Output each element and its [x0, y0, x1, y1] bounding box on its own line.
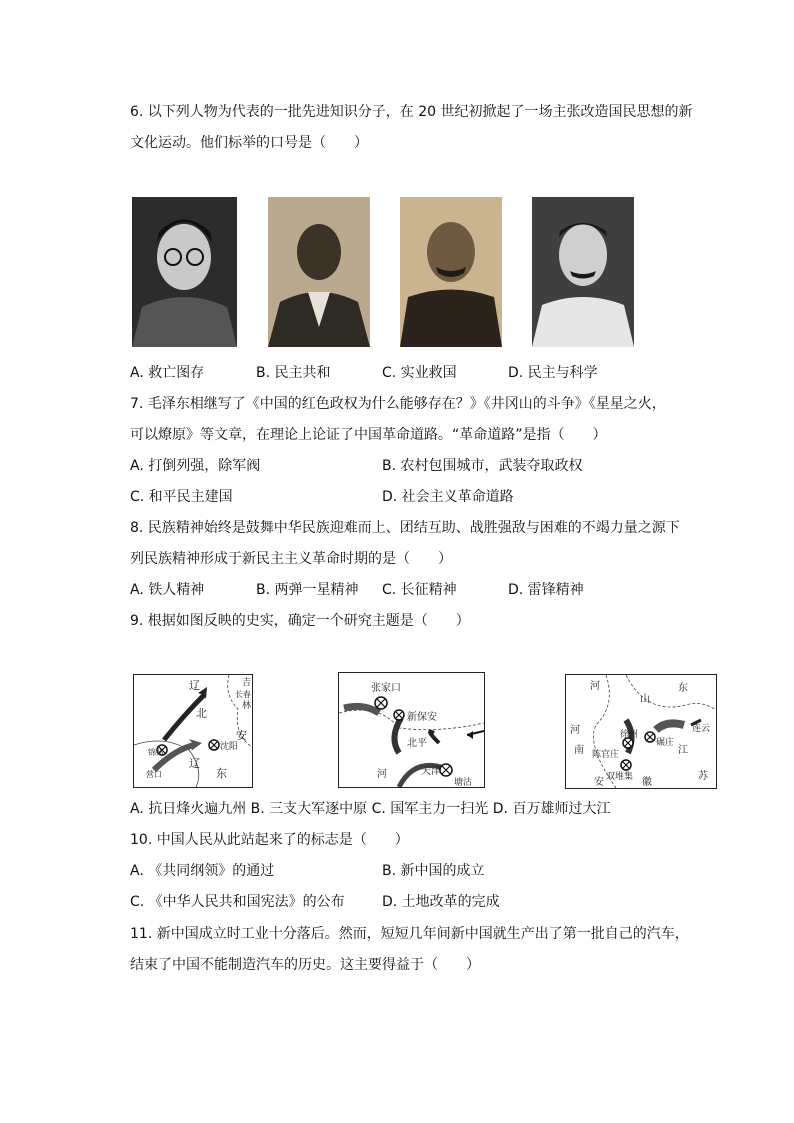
map3-label-5: 南 — [574, 745, 584, 756]
map2-label-2: 新保安 — [407, 712, 437, 723]
map3-label-13: 徽 — [642, 777, 652, 788]
map1-label-7: 沈阳 — [220, 741, 239, 751]
map1-label-11: 东 — [216, 768, 227, 780]
portrait-photo-2 — [268, 197, 370, 347]
q7-stem-line1: 7. 毛泽东相继写了《中国的红色政权为什么能够存在？》《井冈山的斗争》《星星之火， — [130, 396, 666, 412]
map3-label-2: 山 — [640, 694, 650, 705]
campaign-map-2 — [338, 672, 485, 788]
map1-label-10: 营口 — [146, 770, 162, 779]
map1-label-4: 林 — [242, 700, 252, 710]
q10-option-d[interactable]: D. 土地改革的完成 — [382, 894, 500, 910]
q8-option-a[interactable]: A. 铁人精神 — [130, 582, 205, 598]
map3-label-1: 河 — [590, 681, 600, 692]
map2-label-5: 天津 — [421, 766, 441, 777]
q10-stem-line1: 10. 中国人民从此站起来了的标志是（ ） — [130, 832, 409, 848]
campaign-map-1 — [133, 674, 253, 788]
q8-stem-line2: 列民族精神形成于新民主主义革命时期的是（ ） — [130, 551, 452, 567]
q6-option-c[interactable]: C. 实业救国 — [382, 365, 457, 381]
map1-label-9: 辽 — [189, 758, 200, 770]
map2-label-1: 张家口 — [371, 683, 401, 694]
map3-label-6: 徐州 — [620, 729, 639, 739]
q11-stem-line1: 11. 新中国成立时工业十分落后。然而，短短几年间新中国就生产出了第一批自己的汽车， — [130, 926, 689, 942]
map3-label-11: 双堆集 — [606, 771, 634, 781]
q10-option-b[interactable]: B. 新中国的成立 — [382, 863, 485, 879]
campaign-map-3 — [565, 674, 717, 789]
map3-label-10: 陈官庄 — [592, 749, 620, 759]
q8-option-d[interactable]: D. 雷锋精神 — [508, 582, 584, 598]
q8-option-b[interactable]: B. 两弹一星精神 — [256, 582, 359, 598]
q6-option-d[interactable]: D. 民主与科学 — [508, 365, 598, 381]
map1-label-1: 辽 — [189, 680, 200, 692]
q10-option-c[interactable]: C. 《中华人民共和国宪法》的公布 — [130, 894, 345, 910]
map1-label-2: 吉 — [242, 677, 252, 687]
q7-option-c[interactable]: C. 和平民主建国 — [130, 489, 233, 505]
q9-stem-line1: 9. 根据如图反映的史实，确定一个研究主题是（ ） — [130, 613, 470, 629]
q10-option-a[interactable]: A. 《共同纲领》的通过 — [130, 863, 275, 879]
q8-option-c[interactable]: C. 长征精神 — [382, 582, 457, 598]
q9-options[interactable]: A. 抗日烽火遍九州 B. 三支大军逐中原 C. 国军主力一扫光 D. 百万雄师过大江 — [130, 801, 611, 817]
q6-option-b[interactable]: B. 民主共和 — [256, 365, 331, 381]
map3-label-12: 安 — [594, 777, 604, 788]
map1-label-3: 长春 — [235, 690, 251, 699]
map2-label-6: 塘沽 — [454, 777, 473, 787]
map3-label-9: 连云 — [692, 723, 711, 733]
q11-stem-line2: 结束了中国不能制造汽车的历史。这主要得益于（ ） — [130, 957, 480, 973]
map1-label-8: 锦州 — [148, 748, 164, 757]
map3-label-7: 碾庄 — [656, 737, 675, 747]
q7-stem-line2: 可以燎原》等文章，在理论上论证了中国革命道路。“革命道路”是指（ ） — [130, 427, 607, 443]
map3-label-8: 江 — [678, 745, 688, 756]
q8-stem-line1: 8. 民族精神始终是鼓舞中华民族迎难而上、团结互助、战胜强敌与困难的不竭力量之源下 — [130, 520, 680, 536]
q6-stem-line2: 文化运动。他们标举的口号是（ ） — [130, 135, 368, 151]
q7-option-d[interactable]: D. 社会主义革命道路 — [382, 489, 514, 505]
map2-label-4: 河 — [377, 769, 387, 780]
map2-label-3: 北平 — [407, 738, 427, 749]
portrait-photo-1 — [132, 197, 237, 347]
map3-label-4: 河 — [570, 725, 580, 736]
portrait-photo-3 — [400, 197, 502, 347]
q7-option-b[interactable]: B. 农村包围城市，武装夺取政权 — [382, 458, 583, 474]
map3-label-3: 东 — [678, 683, 688, 694]
q6-stem-line1: 6. 以下列人物为代表的一批先进知识分子，在 20 世纪初掀起了一场主张改造国民思想的新 — [130, 104, 693, 120]
map1-label-5: 北 — [196, 708, 207, 720]
portrait-photo-4 — [532, 197, 634, 347]
map1-label-6: 安 — [236, 730, 247, 742]
q7-option-a[interactable]: A. 打倒列强，除军阀 — [130, 458, 261, 474]
map3-label-14: 苏 — [698, 771, 708, 782]
q6-option-a[interactable]: A. 救亡图存 — [130, 365, 205, 381]
